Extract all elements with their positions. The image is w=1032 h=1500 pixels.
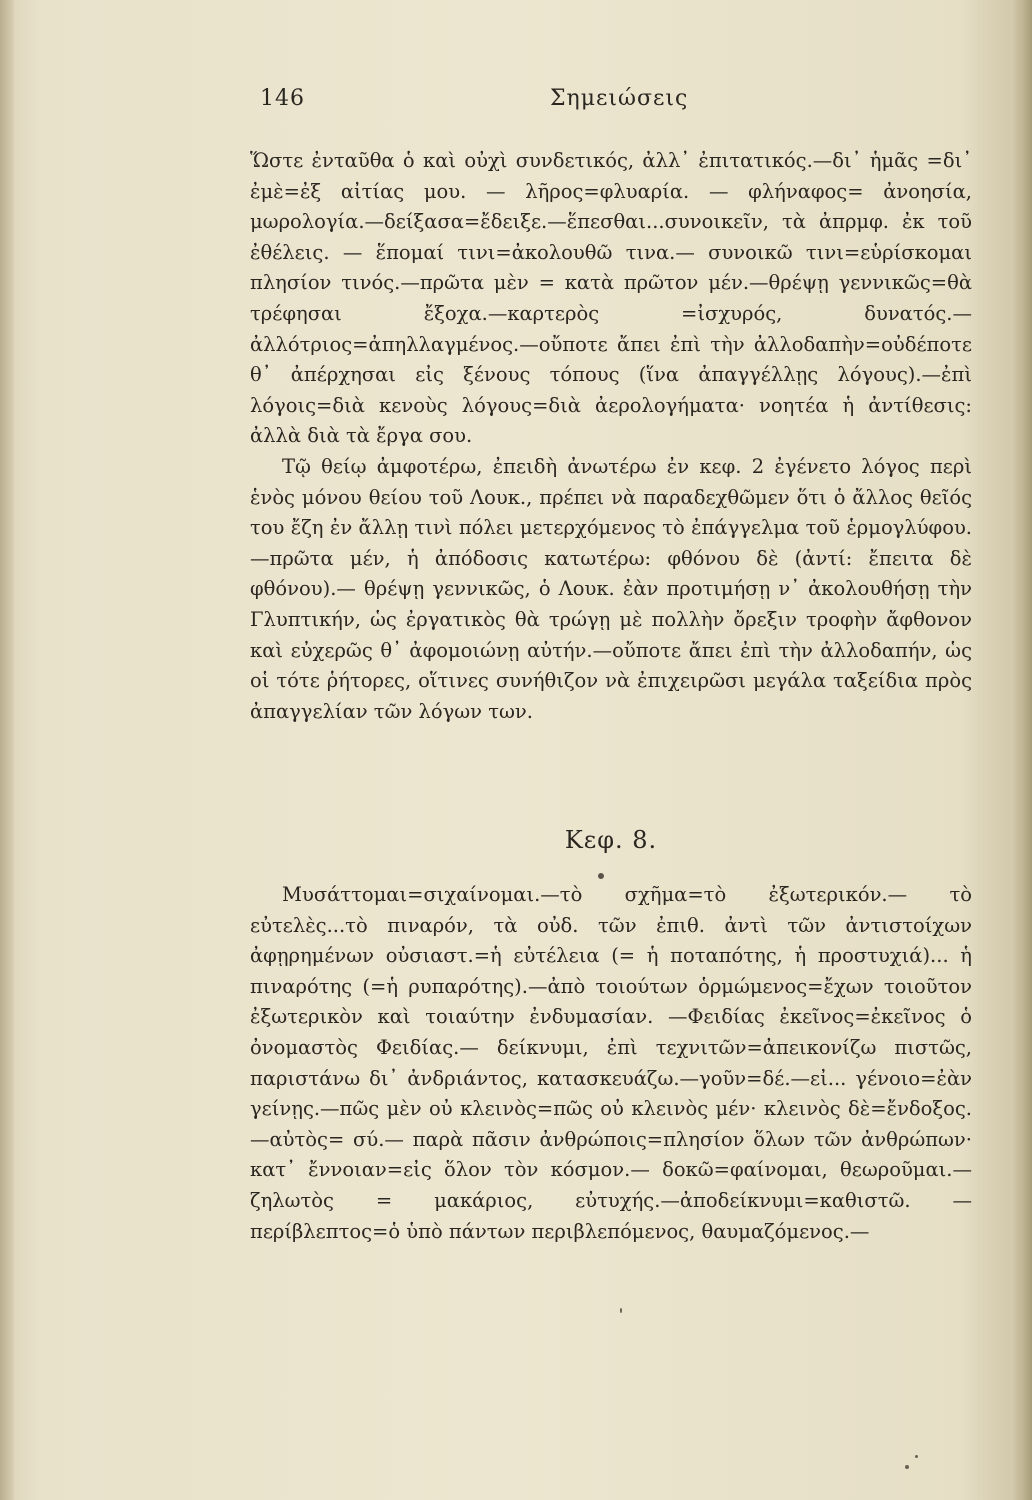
page-header [250, 86, 980, 122]
page-right-edge [1010, 0, 1032, 1500]
page-number: 146 [260, 86, 305, 111]
paper-speck [905, 1465, 909, 1469]
ink-mark [598, 873, 604, 879]
notes-paragraph-2: Τῷ θείῳ ἀμφοτέρω, ἐπειδὴ ἀνωτέρω ἐν κεφ. 2 ἐγένετο λόγος περὶ ἑνὸς μόνου θείου τοῦ Λουκ., πρέπει νὰ παραδεχθῶμεν ὅτι ὁ ἄλλος θεῖός του ἔζη ἐν ἄλλῃ τινὶ πόλει μετερχόμενος τὸ ἐπάγγελμα τοῦ ἑρμογλύφου.—πρῶτα μέν, ἡ ἀπόδοσις κατωτέρω: φθόνου δὲ (ἀντί: ἔπειτα δὲ φθόνου).— θρέψῃ γεννικῶς, ὁ Λουκ. ἐὰν προτιμήσῃ ν᾽ ἀκολουθήσῃ τὴν Γλυπτικήν, ὡς ἐργατικὸς θὰ τρώγῃ μὲ πολλὴν ὄρεξιν τροφὴν ἄφθονον καὶ εὐχερῶς θ᾽ ἀφομοιώνῃ αὐτήν.—οὔποτε ἄπει ἐπὶ τὴν ἀλλοδαπήν, ὡς οἱ τότε ῥήτορες, οἵτινες συνήθιζον νὰ ἐπιχειρῶσι μεγάλα ταξείδια πρὸς ἀπαγγελίαν τῶν λόγων των. [250, 454, 972, 723]
paper-speck [915, 1455, 918, 1458]
notes-paragraph-3: Μυσάττομαι=σιχαίνομαι.—τὸ σχῆμα=τὸ ἐξωτερικόν.— τὸ εὐτελὲς...τὸ πιναρόν, τὰ οὐδ. τῶν ἐπιθ. ἀντὶ τῶν ἀντιστοίχων ἀφῃρημένων οὐσιαστ.=ἡ εὐτέλεια (= ἡ ποταπότης, ἡ προστυχιά)... ἡ πιναρότης (=ἡ ρυπαρότης).—ἀπὸ τοιούτων ὁρμώμενος=ἔχων τοιοῦτον ἐξωτερικὸν καὶ τοιαύτην ἐνδυμασίαν. —Φειδίας ἐκεῖνος=ἐκεῖνος ὁ ὀνομαστὸς Φειδίας.— δείκνυμι, ἐπὶ τεχνιτῶν=ἀπεικονίζω πιστῶς, παριστάνω δι᾽ ἀνδριάντος, κατασκευάζω.—γοῦν=δέ.—εἰ... γένοιο=ἐὰν γείνῃς.—πῶς μὲν οὐ κλεινὸς=πῶς οὐ κλεινὸς μέν· κλεινὸς δὲ=ἔνδοξος.—αὐτὸς= σύ.— παρὰ πᾶσιν ἀνθρώποις=πλησίον ὅλων τῶν ἀνθρώπων· κατ᾽ ἔννοιαν=εἰς ὅλον τὸν κόσμον.— δοκῶ=φαίνομαι, θεωροῦμαι.—ζηλωτὸς = μακάριος, εὐτυχής.—ἀποδείκνυμι=καθιστῶ. —περίβλεπτος=ὁ ὑπὸ πάντων περιβλεπόμενος, θαυμαζόμενος.— [250, 883, 972, 1243]
notes-block-2 [250, 880, 972, 1247]
paper-speck [620, 1308, 622, 1313]
page-binding-edge [0, 0, 14, 1500]
chapter-heading: Κεφ. 8. [564, 826, 658, 854]
running-title: Σημειώσεις [550, 86, 689, 111]
notes-block-1 [250, 146, 972, 727]
notes-paragraph-1: Ὥστε ἐνταῦθα ὁ καὶ οὐχὶ συνδετικός, ἀλλ᾽ ἐπιτατικός.—δι᾽ ἡμᾶς =δι᾽ ἐμὲ=ἐξ αἰτίας μου. — λῆρος=φλυαρία. — φλήναφος= ἀνοησία, μωρολογία.—δείξασα=ἔδειξε.—ἕπεσθαι...συνοικεῖν, τὰ ἀπρμφ. ἐκ τοῦ ἐθέλεις. — ἕπομαί τινι=ἀκολουθῶ τινα.— συνοικῶ τινι=εὑρίσκομαι πλησίον τινός.—πρῶτα μὲν = κατὰ πρῶτον μέν.—θρέψῃ γεννικῶς=θὰ τρέφησαι ἔξοχα.—καρτερὸς =ἰσχυρός, δυνατός.—ἀλλότριος=ἀπηλλαγμένος.—οὔποτε ἄπει ἐπὶ τὴν ἀλλοδαπὴν=οὐδέποτε θ᾽ ἀπέρχησαι εἰς ξένους τόπους (ἵνα ἀπαγγέλλῃς λόγους).—ἐπὶ λόγοις=διὰ κενοὺς λόγους=διὰ ἀερολογήματα· νοητέα ἡ ἀντίθεσις: ἀλλὰ διὰ τὰ ἔργα σου. [250, 149, 972, 448]
